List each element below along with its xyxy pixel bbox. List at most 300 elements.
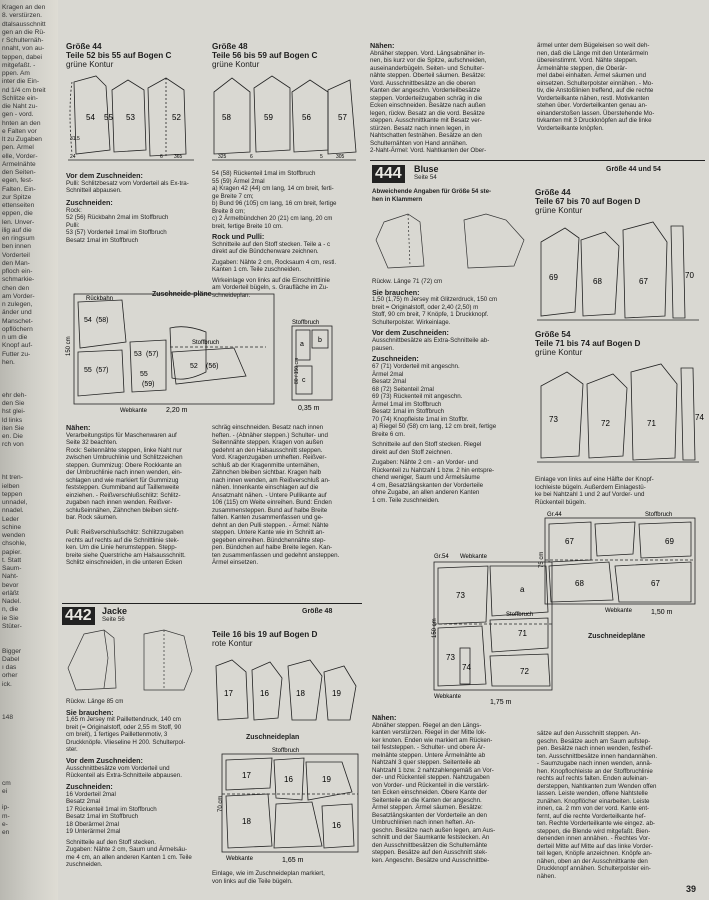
text-line: ärmel unter dem Bügeleisen so weit deh- — [537, 42, 650, 49]
pieces-label: Teile 16 bis 19 auf Bogen D — [212, 630, 318, 639]
text-line: melnähte steppen. Untere Ärmelnähte ab — [372, 751, 486, 759]
diagram-label: 68 — [575, 579, 584, 588]
blouse-sketch — [374, 210, 530, 272]
text-line: gegeben einreihen. Bündchennähte step- — [212, 536, 326, 544]
page-ref: Seite 54 — [414, 174, 437, 181]
middle-sewing-continued — [212, 424, 360, 567]
gutter-text-line: Falten. Ein- — [2, 185, 36, 193]
gutter-text-line: pen. Ärmel — [2, 144, 34, 152]
text-line: Schnitteile auf den Stoff stecken. Teile a - c — [212, 240, 331, 248]
gutter-text-line: nnaht, von au- — [2, 45, 45, 53]
text-line: cm breit), 1 fertiges Paillettenmotiv, 3 — [66, 731, 168, 739]
text-line: Besatz 2mal — [372, 378, 407, 386]
materials-text — [372, 296, 532, 326]
before-cutting-text — [66, 765, 208, 780]
sewing-heading: Nähen: — [372, 713, 397, 722]
text-line: nähen, oben an der Ausschnittkante den — [537, 857, 648, 865]
gutter-text-line: eppen, die — [2, 210, 33, 218]
text-line: me 4 cm, an allen anderen Kanten 1 cm. Teile — [66, 853, 192, 861]
gutter-text-line: ip- — [2, 804, 10, 812]
text-line: Zugaben: Nähte 2 cm, Rocksaum 4 cm, restl. — [212, 258, 337, 266]
gutter-text-line: chsohle, — [2, 540, 27, 548]
contour-label: grüne Kontur — [535, 348, 583, 357]
text-line: zunähen. Knopflöcher einarbeiten. Leiste — [537, 797, 650, 805]
diagram-label: 1,50 m — [651, 609, 673, 616]
text-line: steppen. Untere Kante wie im Schnitt an- — [212, 529, 325, 536]
size-label: Größe 44 — [66, 42, 102, 51]
diagram-label: 52 — [190, 363, 198, 370]
text-line: Seite 32 beachten. — [66, 439, 118, 447]
text-line: 68 (72) Seitenteil 2mal — [372, 385, 434, 393]
pieces-label: Teile 52 bis 55 auf Bogen C — [66, 51, 172, 60]
text-line: dersteppen, Nahtkanten zum Wenden offen — [537, 782, 657, 790]
text-line: Vord. Kragenzugaben umheften. Reißver- — [212, 454, 327, 461]
text-line: hen. Knopflochleiste an der Stoffbruchlinie — [537, 767, 653, 775]
before-cutting-heading: Vor dem Zuschneiden: — [66, 171, 143, 180]
text-line: 19 Unterärmel 2mal — [66, 828, 121, 836]
gutter-text-line: 8. verstürzen. — [2, 12, 42, 20]
text-line: Breite 6 cm. — [372, 430, 406, 438]
sewing-text-continued — [537, 730, 705, 880]
gutter-text-line: schine — [2, 523, 22, 531]
text-line: der Umbruchlinie nach innen wenden, ein- — [66, 469, 182, 477]
cutting-heading: Zuschneiden: — [372, 354, 419, 364]
gutter-text-line: ld links — [2, 416, 23, 424]
diagram-label: 73 — [549, 415, 558, 424]
text-line: Nahtschatten festnähen. Besätze an den — [370, 132, 482, 140]
text-line: 1,50 (1,75) m Jersey mit Glitzerdruck, 150 cm — [372, 296, 498, 304]
gutter-text-line: mitgefaßt. - — [2, 61, 36, 69]
text-line: Schulterpolster. Wirkeinlage. — [372, 318, 451, 326]
text-line: Besatzlängskanten der Vorderteile an den — [372, 811, 487, 819]
diagram-label: 71 — [518, 629, 527, 638]
page-ref: Seite 56 — [102, 616, 125, 623]
pieces-label: Teile 71 bis 74 auf Bogen D — [535, 339, 641, 348]
text-line: Besatz 1mal im Stoffbruch — [372, 408, 445, 416]
diagram-label: (57) — [146, 351, 159, 358]
cutting-list — [66, 791, 208, 836]
dimension-label: 31.5 — [70, 136, 80, 142]
gutter-text-line: unnadel, — [2, 499, 28, 506]
text-line: legen, rückw. Besatz an die vord. Besätze — [370, 109, 485, 117]
gutter-text-line: Stüter- — [2, 622, 22, 630]
text-line: chend weniger, Saum und Ärmelsäume — [372, 474, 480, 482]
jacke-size: Größe 48 — [302, 608, 333, 615]
diagram-label: 55 — [140, 371, 148, 378]
text-line: falten. Kanten zusammenfassen und ge- — [212, 514, 324, 521]
section-divider — [62, 603, 362, 604]
text-line: 1,65 m Jersey mit Paillettendruck, 140 cm — [66, 716, 181, 724]
middle-size-48-block — [212, 42, 352, 69]
pattern-pieces-44-diagram — [66, 70, 196, 165]
text-line: teil legen, Knöpfe anzeichnen. Knöpfe an- — [537, 850, 652, 857]
gutter-text-line: ie Sie — [2, 614, 19, 622]
text-line: Abnäher steppen. Riegel an den Längs- — [372, 721, 482, 729]
diagram-label: 57 — [338, 113, 347, 122]
text-line: einanderstoßen lassen. Überstehende Mo- — [537, 109, 655, 117]
jacket-cutting-plan-diagram — [212, 748, 364, 866]
diagram-label: 70 cm — [218, 795, 224, 812]
seam-allowance-text — [66, 839, 208, 869]
size-label: Größe 54 — [535, 330, 571, 339]
text-line: fernt, auf die rechte Vorderteilkante hef- — [537, 812, 646, 820]
gutter-text-line: e- — [2, 820, 8, 828]
diagram-label: 305 — [336, 154, 345, 160]
gutter-text-line: nnadel. — [2, 507, 24, 515]
gutter-text-line: t. Statt — [2, 556, 22, 564]
text-line: Druckknopf annähen. Schulterpolster ein- — [537, 865, 651, 872]
text-line: 70 (74) Knopfleiste 1mal im Stoffbr. — [372, 415, 469, 423]
diagram-label: 74 — [695, 413, 704, 422]
rock-pulli-text — [212, 241, 352, 256]
diagram-label: 17 — [242, 771, 251, 780]
pattern-pieces-48-diagram — [210, 70, 358, 165]
text-line: ge Breite 7 cm; — [212, 192, 254, 200]
diagram-label: Rückbahn — [86, 296, 114, 302]
middle-cutting-info — [212, 170, 352, 299]
gutter-text-line: Leder — [2, 515, 19, 523]
left-size-44-block — [66, 42, 196, 69]
diagram-label: 53 — [134, 351, 142, 358]
gutter-text-line: e Falten vor — [2, 127, 37, 135]
garment-name: Jacke — [102, 606, 128, 616]
diagram-label: 80 / 150 cm — [294, 357, 300, 384]
contour-label: grüne Kontur — [212, 60, 260, 69]
gutter-text-line: Dabel — [2, 655, 20, 663]
text-line: steppen. Gummizug: Obere Rockkante an — [66, 461, 182, 469]
text-line: Nahtzahl 1 bzw. 2 nahtzahlengemäß an Vor- — [372, 766, 494, 774]
text-line: Schulternähten von Hand annähen. — [370, 139, 468, 147]
diagram-label: 325 — [218, 154, 227, 160]
text-line: Ausschnittbesätze als Extra-Schnitteile ab- — [372, 337, 490, 345]
diagram-label: 67 — [651, 579, 660, 588]
text-line: nach innen wenden, am Reißverschluß an- — [212, 476, 330, 484]
text-line: geschn. Besätze nach außen legen, am Aus- — [372, 826, 496, 834]
gutter-text-line: änder und — [2, 309, 32, 317]
text-line: ker knoten. Enden wie markiert am Rücken- — [372, 736, 493, 744]
far-right-top-sewing — [537, 42, 705, 132]
diagram-label: (57) — [96, 367, 109, 374]
text-line: Schlitz einschneiden, in die unteren Ecken — [66, 559, 183, 567]
text-line: 54 (58) Rückenteil 1mal im Stoffbruch — [212, 170, 316, 177]
text-line: schlagen und wie markiert für Gummizug — [66, 476, 179, 484]
text-line: 4 cm, Besatzlängskanten der Vorderteile — [372, 481, 484, 489]
diagram-label: c — [302, 377, 306, 384]
text-line: - Saumzugabe nach innen wenden, annä- — [537, 760, 652, 767]
gutter-text-line: am Vorder- — [2, 292, 35, 300]
blouse-44-pattern-diagram — [535, 218, 703, 324]
sewing-text-continued — [212, 424, 360, 567]
text-line: hen in Klammern — [372, 195, 423, 203]
text-line: Zugaben: Nähte 2 cm - an Vorder- und — [372, 459, 478, 467]
dimension-label: 6 — [160, 154, 163, 160]
text-line: ken. Um die Linie herumsteppen. Stepp- — [66, 544, 177, 552]
dimension-label: 365 — [174, 154, 183, 160]
gutter-text-line: hnten an den — [2, 119, 41, 127]
gutter-text-line: ht tren- — [2, 474, 23, 482]
gutter-text-line: Vorderteil — [2, 251, 30, 259]
text-line: mel dabei einhalten. Ärmel säumen und — [537, 72, 647, 79]
gutter-text-line: schmarkie- — [2, 276, 35, 284]
pattern-number-442: 442 — [62, 607, 95, 625]
cutting-plans-title: Zuschneidepläne — [588, 633, 646, 640]
text-line: 106 (115) cm Weite einreihen. Bund: Enden — [212, 499, 332, 506]
cutting-list — [212, 170, 352, 230]
diagram-label: 67 — [565, 537, 574, 546]
diagram-label: (58) — [96, 317, 109, 324]
diagram-label: 71 — [647, 419, 656, 428]
gutter-text-line: bevor — [2, 581, 19, 589]
diagram-label: 19 — [322, 775, 331, 784]
text-line: 67 (71) Vorderteil mit angeschn. — [372, 363, 460, 371]
text-line: steppen. Besätze auf den Ausschnitt stek- — [372, 849, 488, 857]
text-line: Vorderteilkante knöpfen. — [537, 124, 604, 132]
diagram-label: 73 — [446, 653, 455, 662]
text-line: c) 2 Ärmelbündchen 20 (21) cm lang, 20 cm — [212, 215, 333, 222]
text-line: pen. Besätze nach innen wenden, festhef- — [537, 745, 653, 752]
diagram-label: 58 — [222, 113, 231, 122]
gutter-text-line: teppen — [2, 490, 23, 498]
diagram-label: b — [318, 337, 322, 344]
text-line: schlußeinnähen, Zähnchen bleiben sicht- — [66, 506, 179, 514]
gutter-text-line: en — [2, 829, 10, 836]
text-line: geschn. Besätze auch am Saum aufstep- — [537, 737, 651, 745]
gutter-text-line: r Schulternäh- — [2, 37, 44, 44]
gutter-text-line: ı das — [2, 664, 17, 671]
gutter-text-line: n zulegen, — [2, 301, 33, 308]
gutter-text-line: Manschet- — [2, 317, 33, 325]
text-line: 2-Naht-Ärmel: Vord. Nahtkanten der Ober- — [370, 147, 487, 155]
diagram-label: 54 — [86, 113, 95, 122]
before-cutting-text: Pulli: Schlitzbesatz vom Vorderteil als Ex-tra-Schnitteil abpausen. — [66, 179, 189, 195]
text-line: ster. — [66, 746, 78, 754]
diagram-label: 69 — [549, 273, 558, 282]
gutter-text-line: len. Unver- — [2, 218, 35, 226]
text-line: Rückenteil bügeln. — [535, 498, 586, 506]
diagram-label: 150 cm — [432, 618, 438, 638]
gutter-text-line: Futter zu- — [2, 350, 31, 358]
text-line: breite siehe Querstriche am Halsausschnitt. — [66, 551, 186, 559]
diagram-label: 75 cm — [539, 551, 545, 568]
diagram-label: 74 — [462, 663, 471, 672]
text-line: Ärmel 2mal — [372, 370, 404, 378]
gutter-text-line: papier. — [2, 548, 22, 556]
text-line: 52 (56) Rückbahn 2mal im Stoffbruch — [66, 214, 169, 222]
diagram-label: Stoffbruch — [292, 320, 320, 326]
text-line: 1 cm. Teile zuschneiden. — [372, 496, 440, 504]
interfacing-text — [535, 476, 703, 506]
text-line: einsetzen. Schulterpolster einnähen. - Mo- — [537, 79, 654, 87]
diagram-label: 17 — [224, 689, 233, 698]
text-line: steppen, die Blende wird mitgefaßt. Bien- — [537, 827, 651, 835]
text-line: tivkanten mit 3 Druckknöpfen auf die linke — [537, 117, 652, 124]
gutter-text-line: en ringsum — [2, 235, 35, 242]
gutter-text-line: en. Die — [2, 433, 23, 440]
text-line: Pulli: — [66, 221, 80, 229]
bluse-size: Größe 44 und 54 — [606, 166, 661, 173]
pinning-text — [372, 441, 532, 456]
diagram-label: 59 — [264, 113, 273, 122]
materials-heading: Sie brauchen: — [66, 707, 114, 717]
text-line: Kanten 1 cm. Teile zuschneiden. — [212, 266, 301, 274]
sewing-text — [370, 50, 530, 155]
garment-name: Bluse — [414, 164, 439, 174]
text-line: schnitt und der Saumkante feststecken. An — [372, 834, 490, 842]
diagram-label: Stoffbruch — [645, 512, 673, 518]
gutter-text-line: chen den — [2, 284, 30, 292]
text-line: tiv, die Anstoßlinien treffend, auf die rechte — [537, 87, 654, 94]
pattern-number-444: 444 — [372, 165, 405, 183]
bluse-interfacing-note — [535, 476, 703, 506]
diagram-label: 16 — [260, 689, 269, 698]
text-line: Nahtzahl 3 quer steppen. Seitenteile ab — [372, 759, 481, 767]
text-line: übereinstimmt. Vord. Nähte steppen. — [537, 57, 638, 64]
gutter-text-line: nd 1/4 cm breit — [2, 86, 46, 94]
text-line: direkt auf die Bündchenware zeichnen. — [212, 248, 319, 256]
diagram-label: 54 — [84, 317, 92, 324]
text-line: b) Bund 96 (105) cm lang, 16 cm breit, fertige — [212, 200, 337, 207]
before-cutting-heading: Vor dem Zuschneiden: — [66, 755, 143, 765]
jacke-pieces-heading — [212, 630, 352, 648]
text-line: nähen. — [537, 872, 556, 880]
diagram-label: 56 — [302, 113, 311, 122]
text-line: nen, daß die Länge mit den Unterärmeln — [537, 49, 649, 57]
diagram-label: Webkante — [605, 608, 632, 614]
text-line: Ärmel steppen. Ärmel säumen. Besätze: — [372, 804, 483, 812]
diagram-label: 5 — [320, 154, 323, 160]
before-cutting-heading: Vor dem Zuschneiden: — [372, 328, 449, 338]
text-line: ten. Rechte Vorderteilkante wie eingez. ab- — [537, 820, 655, 827]
back-length: Rückw. Länge 85 cm — [66, 698, 124, 705]
text-line: sätze auf den Ausschnitt steppen. An- — [537, 730, 641, 737]
gutter-text-line: Schlitze ein- — [2, 94, 38, 102]
text-line: steppen. Vorderteilzugaben schräg in die — [370, 94, 483, 102]
text-line: denenden innen annähen. - Rechtes Vor- — [537, 835, 651, 842]
pieces-label: Teile 67 bis 70 auf Bogen D — [535, 197, 641, 206]
diagram-label: 68 — [593, 277, 602, 286]
diagram-label: Stoffbruch — [506, 612, 534, 618]
text-line: der- und Rückenteil steppen. Nahtzugaben — [372, 774, 490, 782]
contour-label: rote Kontur — [212, 639, 253, 648]
text-line: am Vorderteil bügeln, s. Graufläche im Zu- — [212, 284, 329, 292]
text-line: Seitenteile an die Kanten der angeschn. — [372, 796, 482, 804]
text-line: auseinanderbügeln. Seiten- und Schulter- — [370, 64, 485, 72]
text-line: Abweichende Angaben für Größe 54 ste- — [372, 188, 492, 195]
diagram-label: 72 — [601, 419, 610, 428]
text-line: Vorderteilkante nähen, restl. Motivkanten — [537, 94, 650, 102]
gutter-text-line: opflöchern — [2, 325, 33, 333]
text-line: Schnitteile auf den Stoff stecken. — [66, 838, 157, 846]
text-line: Zugaben: Nähte 2 cm, Saum und Ärmelsäu- — [66, 846, 188, 854]
rib-cutting-plan-diagram — [282, 320, 346, 412]
text-line: heften. - (Abnäher steppen.) Schulter- und — [212, 431, 328, 439]
text-line: ke bei Nahtzahl 1 und 2 auf Vorder- und — [535, 491, 645, 498]
text-line: von links auf die Teile bügeln. — [212, 877, 293, 885]
pieces-label: Teile 56 bis 59 auf Bogen C — [212, 51, 318, 60]
diagram-label: a — [300, 341, 304, 348]
gutter-text-line: egen, fest- — [2, 177, 34, 185]
gutter-text-line: hen. — [2, 358, 15, 366]
text-line: 16 Vorderteil 2mal — [66, 790, 116, 798]
text-line: zusammensteppen. Bund auf halbe Breite — [212, 506, 328, 514]
cutting-heading: Zuschneiden: — [66, 197, 113, 207]
diagram-label: 72 — [520, 667, 529, 676]
rock-label: Rock: — [66, 206, 82, 214]
text-line: Wirkeinlage von links auf die Einschnittlinie — [212, 276, 330, 284]
seam-allowance-text — [212, 259, 352, 274]
diagram-label: 19 — [332, 689, 341, 698]
diagram-label: 73 — [456, 591, 465, 600]
text-line: ten zusammenfassen und gedehnt ansteppen. — [212, 551, 340, 559]
text-line: Pulli: Reißverschlußschlitz: Schlitzzugaben — [66, 529, 184, 537]
text-line: direkt auf den Stoff zeichnen. — [372, 448, 453, 456]
cutting-heading: Zuschneiden: — [66, 781, 113, 791]
gutter-text-line: inter die Ein- — [2, 78, 40, 86]
gutter-text-line: zur Spitze — [2, 193, 32, 201]
text-line: schräg einschneiden. Besatz nach innen — [212, 424, 324, 431]
diagram-label: 52 — [172, 113, 181, 122]
text-line: einziehen. - Reißverschlußschlitz: Schlitz- — [66, 491, 181, 499]
text-line: 17 Rückenteil 1mal im Stoffbruch — [66, 805, 157, 813]
gutter-text-line: ehr deh- — [2, 391, 27, 399]
diagram-label: 1,75 m — [490, 699, 512, 706]
gutter-text-line: die Naht zu- — [2, 103, 38, 110]
sewing-heading: Nähen: — [66, 423, 91, 432]
dimension-label: 2,20 m — [166, 407, 188, 414]
text-line: Abnäher steppen. Vord. Längsabnäher in- — [370, 49, 485, 57]
text-line: Zähnchen bleiben sichtbar. Kragen halb — [212, 469, 322, 476]
diagram-label: 67 — [639, 277, 648, 286]
gutter-text-line: den Sie — [2, 400, 25, 407]
gutter-text-line: rch von — [2, 441, 24, 449]
gutter-text-line: wenden — [2, 532, 26, 539]
bluse-size-54-heading — [535, 330, 703, 357]
blouse-54-cutting-plan-diagram — [420, 552, 570, 708]
text-line: stürzen. Besatz nach innen legen, in — [370, 124, 470, 132]
gutter-text-line: erläßt — [2, 589, 19, 597]
diagram-label: 0,35 m — [298, 405, 320, 412]
text-line: ten Ecken einschneiden. Obere Kante der — [372, 789, 487, 797]
text-line: stehen über. Vorderteilkanten genau an- — [537, 102, 648, 109]
diagram-label: a — [520, 585, 525, 594]
text-line: breit (= Originalstoff, oder 2,55 m Stoff, 90 — [66, 723, 182, 731]
text-line: schluß ab der Kragenmitte unternähen, — [212, 461, 320, 469]
text-line: rechts auf rechts auf die Schnittlinie stek- — [66, 536, 179, 544]
gutter-text-line: m- — [2, 812, 10, 820]
text-line: Ausschnittbesätze vom Vorderteil und — [66, 764, 170, 772]
text-line: nähen. Innenkante einschlagen auf die — [212, 484, 319, 491]
diagram-label: 53 — [126, 113, 135, 122]
text-line: Ärmel 1mal im Stoffbruch — [372, 400, 442, 408]
gutter-text-line: teppen, dabei — [2, 53, 42, 61]
gutter-text-line: n, die — [2, 606, 19, 614]
text-line: zugaben nach innen wenden. Reißver- — [66, 499, 173, 507]
text-line: Verarbeitungstips für Maschenwaren auf — [66, 431, 177, 439]
size-label: Größe 48 — [212, 42, 248, 51]
interfacing-text — [212, 870, 360, 885]
bluse-info — [372, 188, 532, 203]
diagram-label: Stoffbruch — [192, 340, 220, 346]
text-line: Umbruchlinien nach innen heften. An- — [372, 819, 476, 827]
text-line: Ecken einschneiden. Besätze nach außen — [370, 102, 486, 110]
seam-allowance-text — [372, 459, 532, 504]
diagram-label: 16 — [284, 775, 293, 784]
right-top-sewing — [370, 42, 530, 155]
jacke-title-block — [102, 606, 192, 624]
gutter-text-line: Saum- — [2, 565, 22, 572]
diagram-label: 6 — [250, 154, 253, 160]
dimension-label: 150 cm — [66, 336, 72, 356]
